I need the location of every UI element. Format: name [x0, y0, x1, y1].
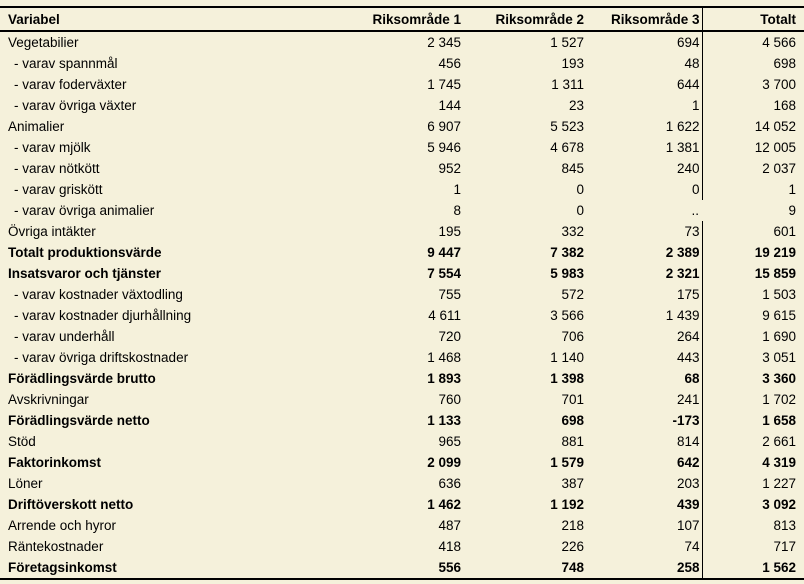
cell-value: 1 690 [762, 329, 796, 344]
cell-value: 1 227 [762, 476, 796, 491]
col-header-riksomrade-2: Riksområde 2 [464, 7, 587, 31]
cell-value: 73 [587, 221, 702, 242]
cell-value: 1 [587, 95, 702, 116]
cell-value: 15 859 [754, 266, 796, 281]
cell-value: 3 700 [762, 77, 796, 92]
table-body [0, 31, 804, 579]
table-row [0, 263, 804, 284]
col-header-riksomrade-1: Riksområde 1 [346, 7, 464, 31]
row-label: - varav foderväxter [14, 77, 127, 92]
cell-value: 0 [576, 203, 584, 218]
cell-value: 68 [587, 368, 702, 389]
row-label: Arrende och hyror [8, 518, 117, 533]
cell-value: 144 [438, 98, 461, 113]
cell-value: 1 562 [702, 557, 804, 579]
cell-value: 203 [587, 473, 702, 494]
cell-value: 755 [438, 287, 461, 302]
table-header [0, 7, 804, 31]
cell-value: 332 [561, 224, 584, 239]
cell-value: 1 527 [550, 35, 584, 50]
cell-value: 9 447 [427, 245, 461, 260]
cell-value: 1 745 [427, 77, 461, 92]
row-label: Räntekostnader [8, 539, 104, 554]
row-label: - varav griskött [14, 182, 103, 197]
row-label: - varav övriga växter [14, 98, 137, 113]
row-label: - varav mjölk [14, 140, 91, 155]
table-row [0, 242, 804, 263]
cell-value: 1 398 [550, 371, 584, 386]
cell-value: 965 [438, 434, 461, 449]
table-row [0, 95, 804, 116]
row-label: - varav underhåll [14, 329, 115, 344]
cell-value: 698 [561, 413, 584, 428]
col-header-variabel: Variabel [0, 7, 346, 31]
table-row [0, 158, 804, 179]
cell-value: 74 [587, 536, 702, 557]
cell-value: 4 319 [762, 455, 796, 470]
cell-value: 7 554 [427, 266, 461, 281]
row-label: Insatsvaror och tjänster [8, 266, 162, 281]
table-row [0, 347, 804, 368]
table-row [0, 431, 804, 452]
cell-value: 439 [587, 494, 702, 515]
cell-value: 7 382 [550, 245, 584, 260]
row-label: Avskrivningar [8, 392, 89, 407]
cell-value: 572 [561, 287, 584, 302]
cell-value: 5 946 [427, 140, 461, 155]
cell-value: 487 [438, 518, 461, 533]
table-row [0, 221, 804, 242]
cell-value: 240 [587, 158, 702, 179]
cell-value: -173 [587, 410, 702, 431]
row-label: - varav kostnader djurhållning [14, 308, 192, 323]
cell-value: 0 [587, 179, 702, 200]
row-label: - varav övriga driftskostnader [14, 350, 189, 365]
cell-value: 706 [561, 329, 584, 344]
row-label: Stöd [8, 434, 36, 449]
cell-value: 556 [346, 557, 464, 579]
row-label: Löner [8, 476, 43, 491]
cell-value: 2 321 [587, 263, 702, 284]
cell-value: 14 052 [754, 119, 796, 134]
cell-value: 193 [561, 56, 584, 71]
cell-value: 1 702 [762, 392, 796, 407]
row-label: - varav spannmål [14, 56, 118, 71]
statistics-table [0, 6, 804, 580]
cell-value: 881 [561, 434, 584, 449]
cell-value: 168 [773, 98, 796, 113]
row-label: - varav övriga animalier [14, 203, 155, 218]
cell-value: 1 622 [587, 116, 702, 137]
cell-value: 107 [587, 515, 702, 536]
cell-value: 418 [438, 539, 461, 554]
table-row [0, 326, 804, 347]
row-label: - varav kostnader växtodling [14, 287, 183, 302]
cell-value: 8 [453, 203, 461, 218]
cell-value: 3 051 [762, 350, 796, 365]
row-label: Övriga intäkter [8, 224, 96, 239]
table-row [0, 368, 804, 389]
cell-value: 3 566 [550, 308, 584, 323]
cell-value: 387 [561, 476, 584, 491]
table-row [0, 31, 804, 53]
cell-value: 1 [453, 182, 461, 197]
cell-value: 4 678 [550, 140, 584, 155]
cell-value: 1 439 [587, 305, 702, 326]
cell-value: 3 360 [762, 371, 796, 386]
cell-value: 813 [773, 518, 796, 533]
cell-value: 1 893 [427, 371, 461, 386]
table-row [0, 53, 804, 74]
cell-value: 19 219 [754, 245, 796, 260]
row-label: - varav nötkött [14, 161, 100, 176]
cell-value: 952 [438, 161, 461, 176]
cell-value: 642 [587, 452, 702, 473]
cell-value: 1 579 [550, 455, 584, 470]
cell-value: 23 [568, 98, 584, 113]
cell-value: 2 345 [427, 35, 461, 50]
cell-value: 9 [788, 203, 796, 218]
table-row [0, 137, 804, 158]
row-label: Vegetabilier [8, 35, 79, 50]
cell-value: 12 005 [754, 140, 796, 155]
cell-value: 3 092 [762, 497, 796, 512]
cell-value: 701 [561, 392, 584, 407]
row-label: Förädlingsvärde brutto [8, 371, 156, 386]
table-row [0, 494, 804, 515]
row-label: Företagsinkomst [0, 557, 346, 579]
col-header-riksomrade-3: Riksområde 3 [587, 7, 702, 31]
row-label: Totalt produktionsvärde [8, 245, 162, 260]
row-label: Förädlingsvärde netto [8, 413, 150, 428]
cell-value: 2 389 [587, 242, 702, 263]
cell-value: 195 [438, 224, 461, 239]
cell-value: 48 [587, 53, 702, 74]
cell-value: 601 [773, 224, 796, 239]
cell-value: 2 661 [762, 434, 796, 449]
table-row [0, 200, 804, 221]
cell-value: 4 566 [762, 35, 796, 50]
cell-value: 1 192 [550, 497, 584, 512]
cell-value: .. [691, 203, 699, 218]
table-row [0, 116, 804, 137]
cell-value: 1 658 [762, 413, 796, 428]
table-row [0, 452, 804, 473]
table-row [0, 515, 804, 536]
row-label: Animalier [8, 119, 65, 134]
cell-value: 1 462 [427, 497, 461, 512]
cell-value: 226 [561, 539, 584, 554]
cell-value: 1 133 [427, 413, 461, 428]
cell-value: 264 [587, 326, 702, 347]
table-row [0, 536, 804, 557]
header-row [0, 7, 804, 31]
cell-value: 1 503 [762, 287, 796, 302]
cell-value: 748 [464, 557, 587, 579]
table-row [0, 410, 804, 431]
col-header-totalt: Totalt [702, 7, 804, 31]
cell-value: 0 [576, 182, 584, 197]
table-row [0, 473, 804, 494]
row-label: Driftöverskott netto [8, 497, 134, 512]
cell-value: 760 [438, 392, 461, 407]
cell-value: 1 140 [550, 350, 584, 365]
cell-value: 720 [438, 329, 461, 344]
table-row [0, 305, 804, 326]
cell-value: 814 [587, 431, 702, 452]
cell-value: 2 037 [762, 161, 796, 176]
cell-value: 4 611 [428, 308, 461, 323]
cell-value: 6 907 [427, 119, 461, 134]
cell-value: 1 [788, 182, 796, 197]
cell-value: 1 311 [551, 77, 584, 92]
cell-value: 694 [587, 31, 702, 53]
cell-value: 1 381 [587, 137, 702, 158]
cell-value: 5 523 [550, 119, 584, 134]
cell-value: 218 [561, 518, 584, 533]
cell-value: 258 [587, 557, 702, 579]
cell-value: 175 [587, 284, 702, 305]
table-row [0, 179, 804, 200]
cell-value: 9 615 [762, 308, 796, 323]
cell-value: 5 983 [550, 266, 584, 281]
cell-value: 443 [587, 347, 702, 368]
cell-value: 717 [773, 539, 796, 554]
cell-value: 698 [773, 56, 796, 71]
table-row [0, 557, 804, 579]
table-row [0, 389, 804, 410]
cell-value: 1 468 [427, 350, 461, 365]
cell-value: 845 [561, 161, 584, 176]
table-row [0, 74, 804, 95]
cell-value: 241 [587, 389, 702, 410]
table-row [0, 284, 804, 305]
cell-value: 636 [438, 476, 461, 491]
cell-value: 644 [587, 74, 702, 95]
row-label: Faktorinkomst [8, 455, 102, 470]
cell-value: 456 [438, 56, 461, 71]
cell-value: 2 099 [427, 455, 461, 470]
